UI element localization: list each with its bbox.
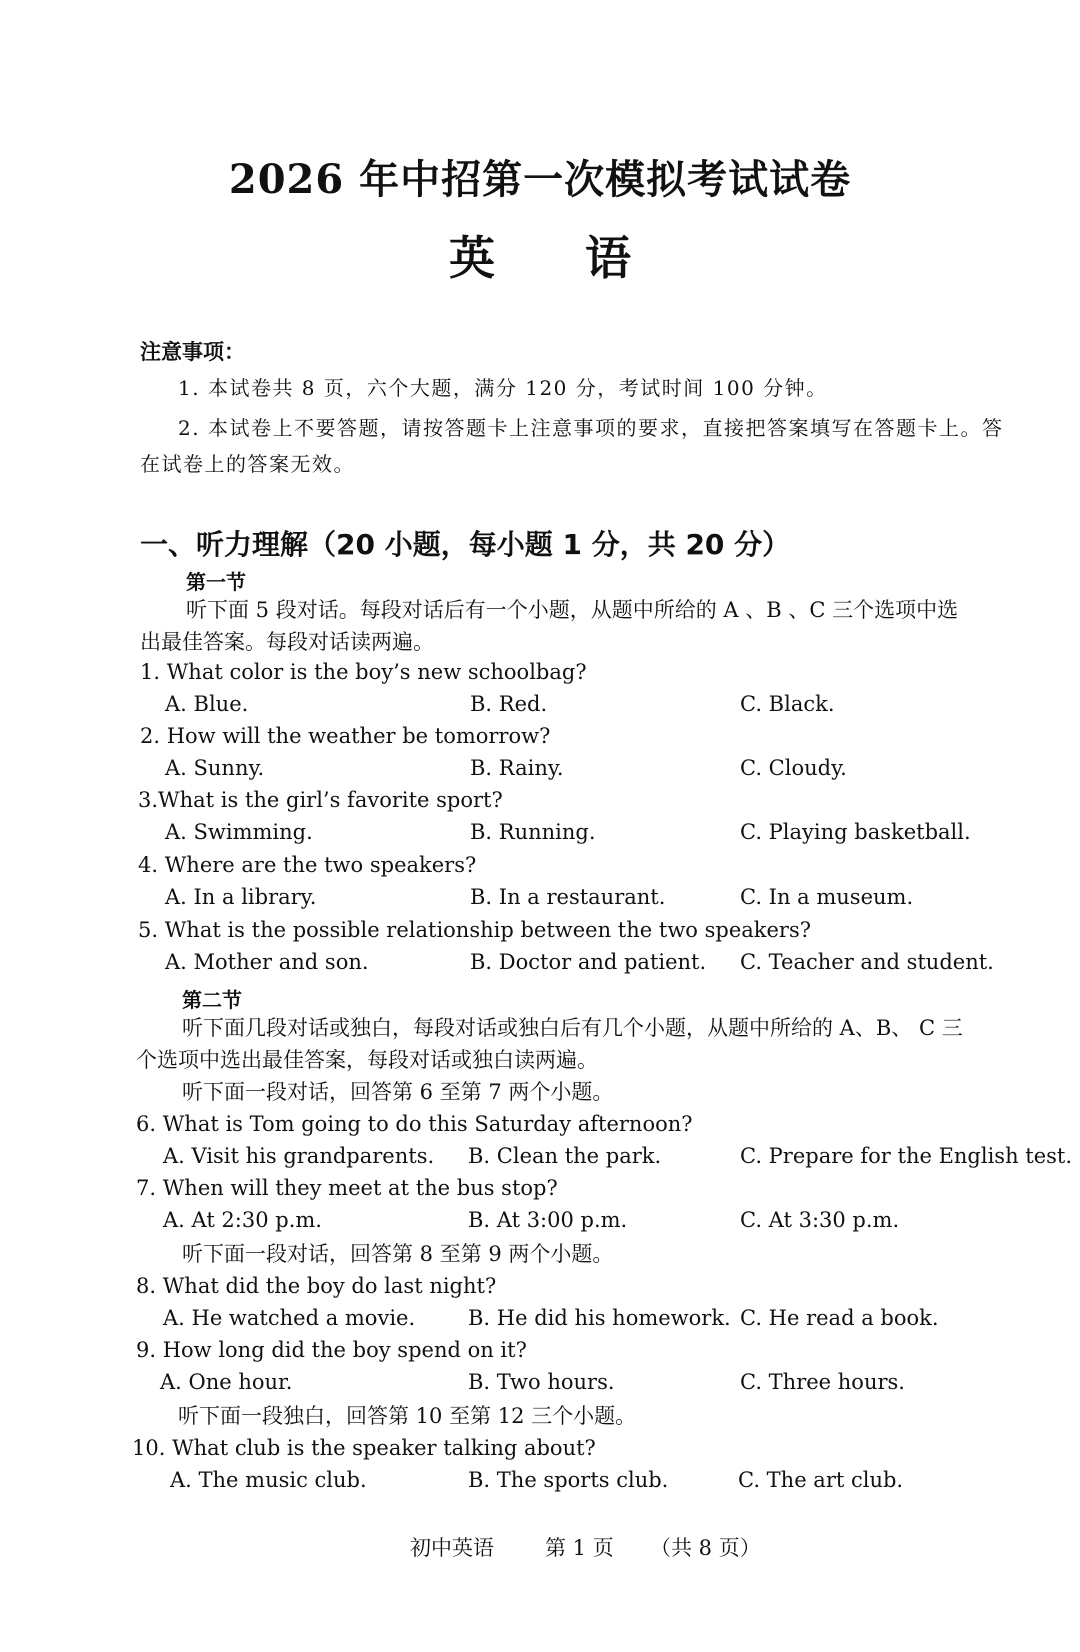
- note-item-2-cont: 在试卷上的答案无效。: [140, 452, 355, 476]
- footer-subject: 初中英语: [410, 1536, 494, 1560]
- cue-questions-10-12: 听下面一段独白，回答第 10 至第 12 三个小题。: [178, 1404, 637, 1428]
- question-4-option-a: A. In a library.: [165, 885, 317, 909]
- question-2-option-c: C. Cloudy.: [740, 756, 847, 780]
- part1-instruction-line2: 出最佳答案。每段对话读两遍。: [140, 630, 434, 654]
- question-10-option-c: C. The art club.: [738, 1468, 904, 1492]
- part2-label: 第二节: [182, 988, 242, 1012]
- question-1: 1. What color is the boy’s new schoolbag?: [140, 660, 587, 684]
- question-8-option-a: A. He watched a movie.: [163, 1306, 416, 1330]
- question-2-option-a: A. Sunny.: [165, 756, 265, 780]
- question-8: 8. What did the boy do last night?: [136, 1274, 497, 1298]
- question-5: 5. What is the possible relationship between the two speakers?: [138, 918, 812, 942]
- question-7-option-c: C. At 3:30 p.m.: [740, 1208, 900, 1232]
- question-7-option-b: B. At 3:00 p.m.: [468, 1208, 628, 1232]
- question-1-option-b: B. Red.: [470, 692, 548, 716]
- question-10-option-a: A. The music club.: [170, 1468, 367, 1492]
- question-5-option-a: A. Mother and son.: [165, 950, 369, 974]
- question-6-option-b: B. Clean the park.: [468, 1144, 662, 1168]
- footer-page-number: 第 1 页: [545, 1536, 614, 1560]
- question-4: 4. Where are the two speakers?: [138, 853, 477, 877]
- part2-instruction-line1: 听下面几段对话或独白，每段对话或独白后有几个小题，从题中所给的 A、B、 C 三: [182, 1016, 963, 1040]
- question-2: 2. How will the weather be tomorrow?: [140, 724, 551, 748]
- question-4-option-b: B. In a restaurant.: [470, 885, 666, 909]
- notes-heading: 注意事项：: [140, 339, 245, 364]
- question-6-option-c: C. Prepare for the English test.: [740, 1144, 1073, 1168]
- question-2-option-b: B. Rainy.: [470, 756, 564, 780]
- question-9: 9. How long did the boy spend on it?: [136, 1338, 527, 1362]
- question-10: 10. What club is the speaker talking about?: [132, 1436, 596, 1460]
- exam-title: 2026 年中招第一次模拟考试试卷: [228, 156, 852, 203]
- question-5-option-c: C. Teacher and student.: [740, 950, 994, 974]
- footer-total-pages: （共 8 页）: [650, 1536, 761, 1560]
- question-7-option-a: A. At 2:30 p.m.: [163, 1208, 322, 1232]
- note-item-2: 2. 本试卷上不要答题，请按答题卡上注意事项的要求，直接把答案填写在答题卡上。答: [178, 416, 1004, 440]
- note-item-1: 1. 本试卷共 8 页，六个大题，满分 120 分，考试时间 100 分钟。: [178, 376, 828, 400]
- question-6: 6. What is Tom going to do this Saturday afternoon?: [136, 1112, 693, 1136]
- question-9-option-a: A. One hour.: [160, 1370, 293, 1394]
- question-10-option-b: B. The sports club.: [468, 1468, 669, 1492]
- subject-title: 英语: [449, 231, 721, 285]
- question-7: 7. When will they meet at the bus stop?: [136, 1176, 558, 1200]
- question-8-option-c: C. He read a book.: [740, 1306, 939, 1330]
- question-3-option-a: A. Swimming.: [165, 820, 313, 844]
- question-1-option-c: C. Black.: [740, 692, 835, 716]
- cue-questions-6-7: 听下面一段对话，回答第 6 至第 7 两个小题。: [182, 1080, 614, 1104]
- question-1-option-a: A. Blue.: [165, 692, 249, 716]
- question-9-option-c: C. Three hours.: [740, 1370, 905, 1394]
- question-9-option-b: B. Two hours.: [468, 1370, 615, 1394]
- part2-instruction-line2: 个选项中选出最佳答案，每段对话或独白读两遍。: [136, 1048, 598, 1072]
- section-heading-listening: 一、听力理解（20 小题，每小题 1 分，共 20 分）: [140, 528, 791, 561]
- question-3-option-b: B. Running.: [470, 820, 596, 844]
- part1-instruction-line1: 听下面 5 段对话。每段对话后有一个小题，从题中所给的 A 、B 、C 三个选项中选: [186, 598, 959, 622]
- question-4-option-c: C. In a museum.: [740, 885, 914, 909]
- question-5-option-b: B. Doctor and patient.: [470, 950, 707, 974]
- question-3: 3.What is the girl’s favorite sport?: [138, 788, 503, 812]
- part1-label: 第一节: [186, 570, 246, 594]
- question-8-option-b: B. He did his homework.: [468, 1306, 731, 1330]
- cue-questions-8-9: 听下面一段对话，回答第 8 至第 9 两个小题。: [182, 1242, 614, 1266]
- question-3-option-c: C. Playing basketball.: [740, 820, 971, 844]
- question-6-option-a: A. Visit his grandparents.: [163, 1144, 435, 1168]
